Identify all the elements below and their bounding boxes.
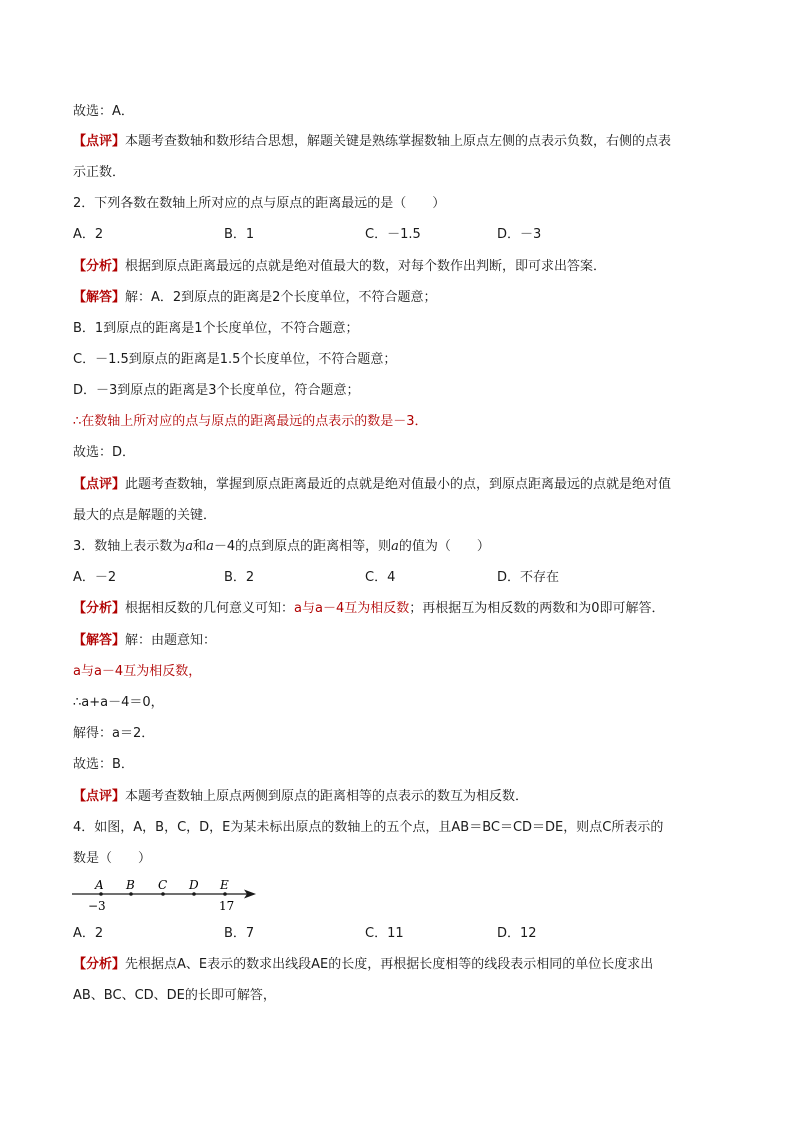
label-b: B <box>126 878 135 892</box>
label-e: E <box>220 878 229 892</box>
label-c: C <box>158 878 168 892</box>
q2-comment: 【点评】此题考查数轴，掌握到原点距离最近的点就是绝对值最小的点，到原点距离最远的点就是绝对值 <box>73 477 672 492</box>
comment-tag: 【点评】 <box>73 134 126 149</box>
q3-option-b: B．2 <box>224 570 255 585</box>
q3-step-2: ∴a+a－4＝0， <box>73 695 164 710</box>
label-d: D <box>189 878 199 892</box>
q2-conclusion: ∴在数轴上所对应的点与原点的距离最远的点表示的数是－3． <box>73 414 428 429</box>
analysis-tag: 【分析】 <box>73 957 126 972</box>
q2-analysis: 【分析】根据到原点距离最远的点就是绝对值最大的数，对每个数作出判断，即可求出答案． <box>73 259 607 274</box>
q2-option-a: A．2 <box>73 227 104 242</box>
comment-line: 【点评】本题考查数轴和数形结合思想，解题关键是熟练掌握数轴上原点左侧的点表示负数，右侧的点表 <box>73 134 672 149</box>
q4-analysis: 【分析】先根据点A、E表示的数求出线段AE的长度，再根据长度相等的线段表示相同的单位长度求出 <box>73 957 654 972</box>
answer-line: 故选：A． <box>73 104 134 119</box>
q3-option-c: C．4 <box>365 570 396 585</box>
q2-solution-b: B．1到原点的距离是1个长度单位，不符合题意； <box>73 321 359 336</box>
analysis-tag: 【分析】 <box>73 601 126 616</box>
q3-analysis: 【分析】根据相反数的几何意义可知：a与a－4互为相反数；再根据互为相反数的两数和为0即可解答． <box>73 601 665 616</box>
question-4: 4．如图，A，B，C，D，E为某未标出原点的数轴上的五个点，且AB＝BC＝CD＝DE，则点C所表示的 <box>73 820 664 835</box>
point-e <box>223 892 227 896</box>
comment-line-2: 示正数． <box>73 165 126 180</box>
q4-option-d: D．12 <box>497 926 537 941</box>
q3-option-d: D．不存在 <box>497 570 560 585</box>
value-left: −3 <box>88 899 106 913</box>
q3-solution: 【解答】解：由题意知： <box>73 633 217 648</box>
analysis-tag: 【分析】 <box>73 259 126 274</box>
q3-comment: 【点评】本题考查数轴上原点两侧到原点的距离相等的点表示的数互为相反数． <box>73 789 529 804</box>
q4-option-b: B．7 <box>224 926 255 941</box>
question-4-2: 数是（ ） <box>73 851 152 866</box>
q2-comment-2: 最大的点是解题的关键． <box>73 508 217 523</box>
number-line-svg <box>68 876 258 912</box>
q4-analysis-2: AB、BC、CD、DE的长即可解答， <box>73 988 276 1003</box>
q3-step-1: a与a－4互为相反数， <box>73 664 202 679</box>
value-right: 17 <box>219 899 235 913</box>
point-c <box>161 892 165 896</box>
q2-solution-d: D．－3到原点的距离是3个长度单位，符合题意； <box>73 383 360 398</box>
q2-choose: 故选：D． <box>73 445 136 460</box>
point-d <box>192 892 196 896</box>
q2-option-d: D．－3 <box>497 227 542 242</box>
q2-option-c: C．－1.5 <box>365 227 421 242</box>
q4-option-a: A．2 <box>73 926 104 941</box>
number-line-figure <box>68 876 258 912</box>
question-2: 2．下列各数在数轴上所对应的点与原点的距离最远的是（ ） <box>73 196 446 211</box>
q2-solution: 【解答】解：A．2到原点的距离是2个长度单位，不符合题意； <box>73 290 437 305</box>
point-b <box>129 892 133 896</box>
q4-option-c: C．11 <box>365 926 404 941</box>
comment-tag: 【点评】 <box>73 789 126 804</box>
q2-option-b: B．1 <box>224 227 255 242</box>
question-3: 3．数轴上表示数为a和a－4的点到原点的距离相等，则a的值为（ ） <box>73 539 490 554</box>
q3-choose: 故选：B． <box>73 757 134 772</box>
q2-solution-c: C．－1.5到原点的距离是1.5个长度单位，不符合题意； <box>73 352 397 367</box>
solution-tag: 【解答】 <box>73 633 126 648</box>
point-a <box>99 892 103 896</box>
solution-tag: 【解答】 <box>73 290 126 305</box>
q3-step-3: 解得：a＝2． <box>73 726 155 741</box>
label-a: A <box>95 878 104 892</box>
q3-option-a: A．－2 <box>73 570 117 585</box>
comment-tag: 【点评】 <box>73 477 126 492</box>
